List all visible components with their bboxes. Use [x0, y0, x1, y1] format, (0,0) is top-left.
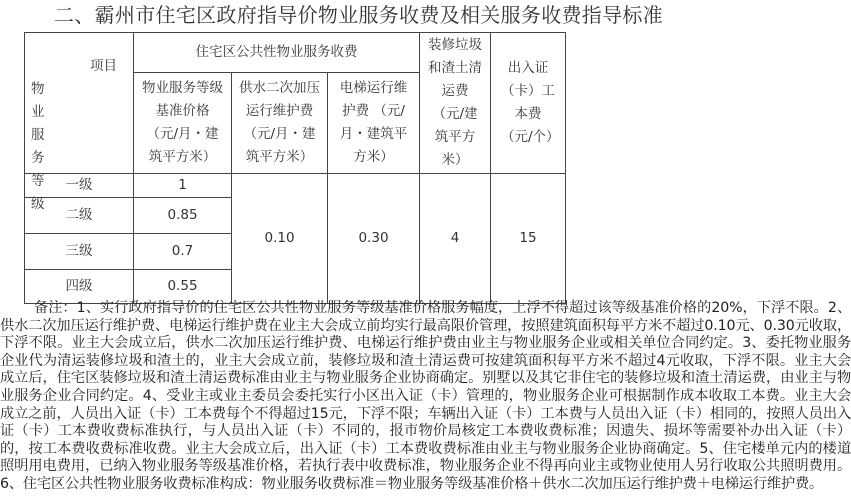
table-row	[25, 174, 566, 198]
base-price-cell: 0.7	[134, 234, 232, 270]
corner-grade-label: 物业服务等级	[31, 81, 45, 212]
base-price-cell: 0.55	[134, 270, 232, 304]
pass-card-value: 15	[491, 174, 566, 304]
header-elevator: 电梯运行维护费 （元/月・建筑平方米）	[328, 73, 420, 174]
base-price-cell: 1	[134, 174, 232, 198]
grade-cell: 二级	[25, 198, 134, 234]
base-price-cell: 0.85	[134, 198, 232, 234]
header-waste: 装修垃圾和渣土清运费（元/建筑平方米）	[420, 33, 491, 174]
group-header-public-fee: 住宅区公共性物业服务收费	[134, 33, 420, 73]
notes-paragraph: 备注：1、实行政府指导价的住宅区公共性物业服务等级基准价格服务幅度，上浮不得超过该等级基准价格的20%，下浮不限。2、供水二次加压运行维护费、电梯运行维护费在业主大会成立前均实行最高限价管理，按照建筑面积每平方米不超过0.10元、0.30元收取，下浮不限。业主大会成立后，供水二次加压运行维护费、电梯运行维护费由业主与物业服务企业或相关单位合同约定。3、委托物业服务企业代为清运装修垃圾和渣土的，业主大会成立前，装修垃圾和渣土清运费可按建筑面积每平方米不超过4元收取，下浮不限。业主大会成立后，住宅区装修垃圾和渣土清运费标准由业主与物业服务企业协商确定。别墅以及其它非住宅的装修垃圾和渣土清运费，由业主与物业服务企业合同约定。4、受业主或业主委员会委托实行小区出入证（卡）管理的，物业服务企业可根据制作成本收取工本费。业主大会成立之前，人员出入证（卡）工本费每个不得超过15元，下浮不限；车辆出入证（卡）工本费与人员出入证（卡）相同的，按照人员出入证（卡）工本费收费标准执行，与人员出入证（卡）不同的，报市物价局核定工本费收费标准；因遗失、损坏等需要补办出入证（卡）的，按工本费收费标准收费。业主大会成立后，出入证（卡）工本费收费标准由业主与物业服务企业协商确定。5、住宅楼单元内的楼道照明用电费用，已纳入物业服务等级基准价格，若执行表中收费标准，物业服务企业不得再向业主或物业使用人另行收取公共照明费用。6、住宅区公共性物业服务收费标准构成：物业服务收费标准＝物业服务等级基准价格＋供水二次加压运行维护费＋电梯运行维护费。	[0, 300, 851, 492]
page-title: 二、霸州市住宅区政府指导价物业服务收费及相关服务收费指导标准	[54, 3, 663, 27]
elevator-value: 0.30	[328, 174, 420, 304]
grade-cell: 一级	[25, 174, 134, 198]
water-pump-value: 0.10	[232, 174, 328, 304]
waste-value: 4	[420, 174, 491, 304]
header-water-pump: 供水二次加压运行维护费（元/月・建筑平方米）	[232, 73, 328, 174]
corner-item-label: 项目	[90, 58, 117, 74]
grade-cell: 三级	[25, 234, 134, 270]
grade-cell: 四级	[25, 270, 134, 304]
fee-standard-table	[24, 32, 566, 304]
header-base-price: 物业服务等级基准价格（元/月・建筑平方米）	[134, 73, 232, 174]
header-pass-card: 出入证（卡）工本费（元/个）	[491, 33, 566, 174]
